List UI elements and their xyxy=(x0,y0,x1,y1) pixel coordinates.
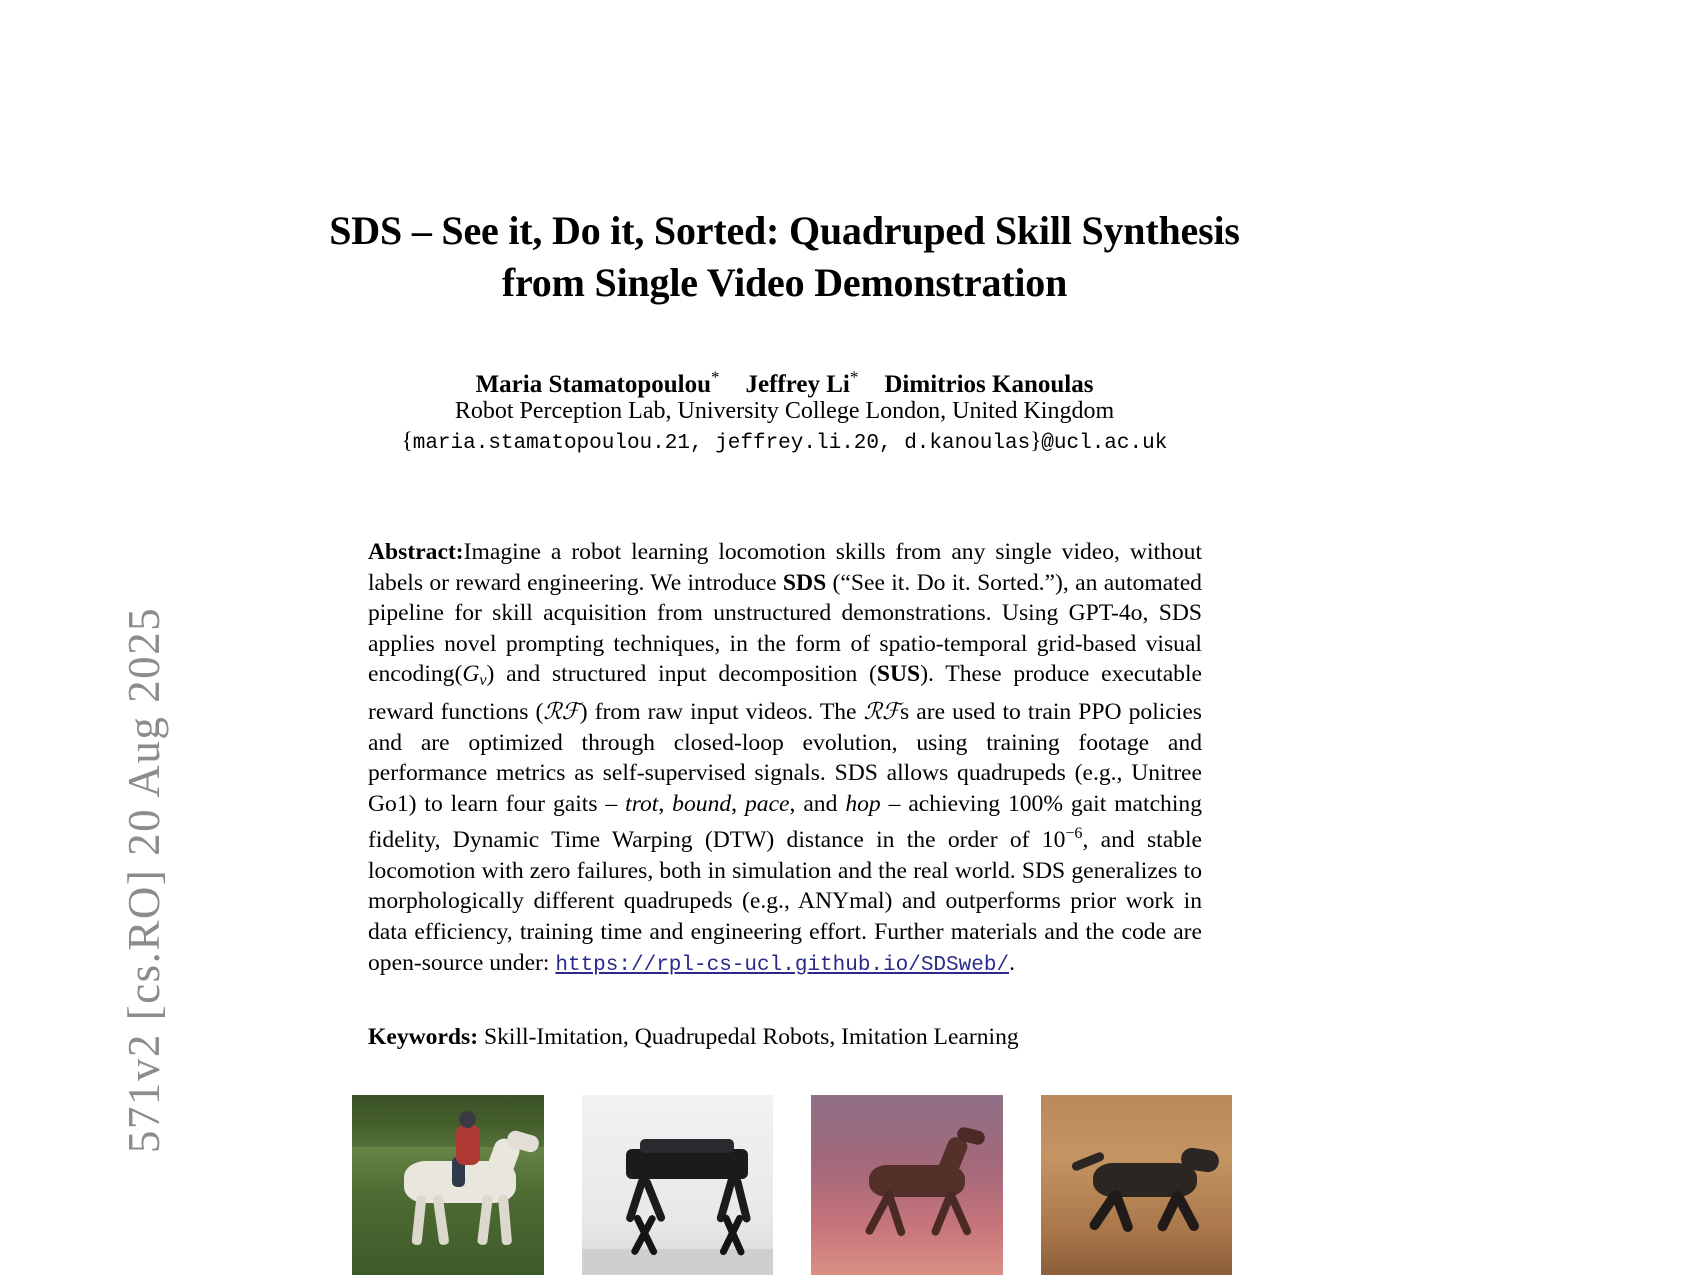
abstract-text-8: , and stable locomotion with zero failures, both in simulation and the real world. SDS generalizes to morphologically different quadrupeds (e.g., ANYmal) and outperforms prior work in data efficiency, training time and engineering effort. Further materials and the code are open-source under: xyxy=(368,827,1202,976)
author-3 xyxy=(884,371,1093,398)
gait-name-bound: bound xyxy=(672,790,732,817)
author-2-marker: * xyxy=(849,368,859,387)
deer-running-image xyxy=(811,1095,1003,1275)
page-title xyxy=(262,205,1307,309)
teaser-figure-strip xyxy=(352,1095,1232,1275)
author-3-name: Dimitrios Kanoulas xyxy=(884,371,1094,399)
gait-sep-3: , and xyxy=(789,790,846,817)
quadruped-robot-image xyxy=(582,1095,774,1275)
dtw-exponent: −6 xyxy=(1065,825,1083,843)
rf-math-symbol-2: ℛℱ xyxy=(863,698,901,725)
author-1 xyxy=(475,368,720,399)
horse-leg xyxy=(498,1195,512,1246)
keywords-value: Skill-Imitation, Quadrupedal Robots, Imitation Learning xyxy=(478,1024,1019,1050)
horse-rider-image xyxy=(352,1095,544,1275)
gait-name-pace: pace xyxy=(744,790,790,817)
keywords-line xyxy=(368,1022,1202,1053)
rf-math-symbol-1: ℛℱ xyxy=(543,698,580,725)
abstract-label: Abstract: xyxy=(368,539,464,565)
title-line-2: from Single Video Demonstration xyxy=(501,260,1068,305)
abstract-paragraph xyxy=(368,537,1202,981)
email-open-brace: { xyxy=(401,428,413,453)
abstract-text-2: (“See it. Do it. Sorted.”), an automated pipeline for skill acquisition from unstructured demonstrations. Using GPT-4o, SDS applies novel prompting techniques, in the form of spatio-temporal grid-based visual encoding( xyxy=(368,569,1202,688)
email-domain: @ucl.ac.uk xyxy=(1041,432,1168,455)
abstract-text-3: ) and structured input decomposition ( xyxy=(486,661,877,688)
project-website-link[interactable]: https://rpl-cs-ucl.github.io/SDSweb/ xyxy=(555,953,1010,977)
rider-head xyxy=(459,1111,476,1128)
affiliation: Robot Perception Lab, University College London, United Kingdom xyxy=(454,398,1115,424)
deer-leg xyxy=(946,1189,973,1236)
figure-thumbnail-dog xyxy=(1041,1095,1233,1275)
abstract-text-4: ). These produce executable reward functions ( xyxy=(368,661,1202,725)
author-1-name: Maria Stamatopoulou xyxy=(475,371,712,399)
horse-leg xyxy=(411,1195,426,1246)
email-handles: maria.stamatopoulou.21, jeffrey.li.20, d.kanoulas xyxy=(412,432,1031,455)
author-1-marker: * xyxy=(711,368,720,387)
figure-thumbnail-robot xyxy=(582,1095,774,1275)
abstract-text-1: Imagine a robot learning locomotion skills from any single video, without labels or reward engineering. We introduce xyxy=(368,539,1202,596)
gait-name-hop: hop xyxy=(845,790,881,817)
figure-thumbnail-horse xyxy=(352,1095,544,1275)
arxiv-identifier-stamp: 571v2 [cs.RO] 20 Aug 2025 xyxy=(119,606,169,1154)
robot-torso xyxy=(626,1149,748,1179)
gv-math-symbol: $G_v$ xyxy=(462,661,487,690)
gait-sep-1: , xyxy=(658,790,673,817)
sus-bold: SUS xyxy=(876,661,921,688)
abstract-text-6: s are used to train PPO policies and are optimized through closed-loop evolution, using training footage and performance metrics as self-supervised signals. SDS allows quadrupeds (e.g., Unitree Go1) to learn four gaits – xyxy=(368,698,1202,817)
abstract-text-7: – achieving 100% gait matching fidelity, Dynamic Time Warping (DTW) distance in the order of 10 xyxy=(368,790,1202,854)
author-2 xyxy=(745,368,859,399)
sds-bold-1: SDS xyxy=(782,569,827,596)
figure-thumbnail-deer xyxy=(811,1095,1003,1275)
keywords-label: Keywords: xyxy=(368,1024,479,1050)
abstract-text-5: ) from raw input videos. The xyxy=(579,698,864,725)
author-2-name: Jeffrey Li xyxy=(745,371,850,399)
abstract-text-9: . xyxy=(1009,949,1015,976)
author-emails xyxy=(262,427,1307,458)
rider-torso xyxy=(456,1125,480,1165)
dog-bounding-image xyxy=(1041,1095,1233,1275)
title-line-1: SDS – See it, Do it, Sorted: Quadruped Skill Synthesis xyxy=(329,208,1240,253)
robot-upper-shell xyxy=(640,1139,734,1153)
gait-name-trot: trot xyxy=(625,790,659,817)
email-close-brace: } xyxy=(1030,428,1042,453)
gait-sep-2: , xyxy=(731,790,745,817)
